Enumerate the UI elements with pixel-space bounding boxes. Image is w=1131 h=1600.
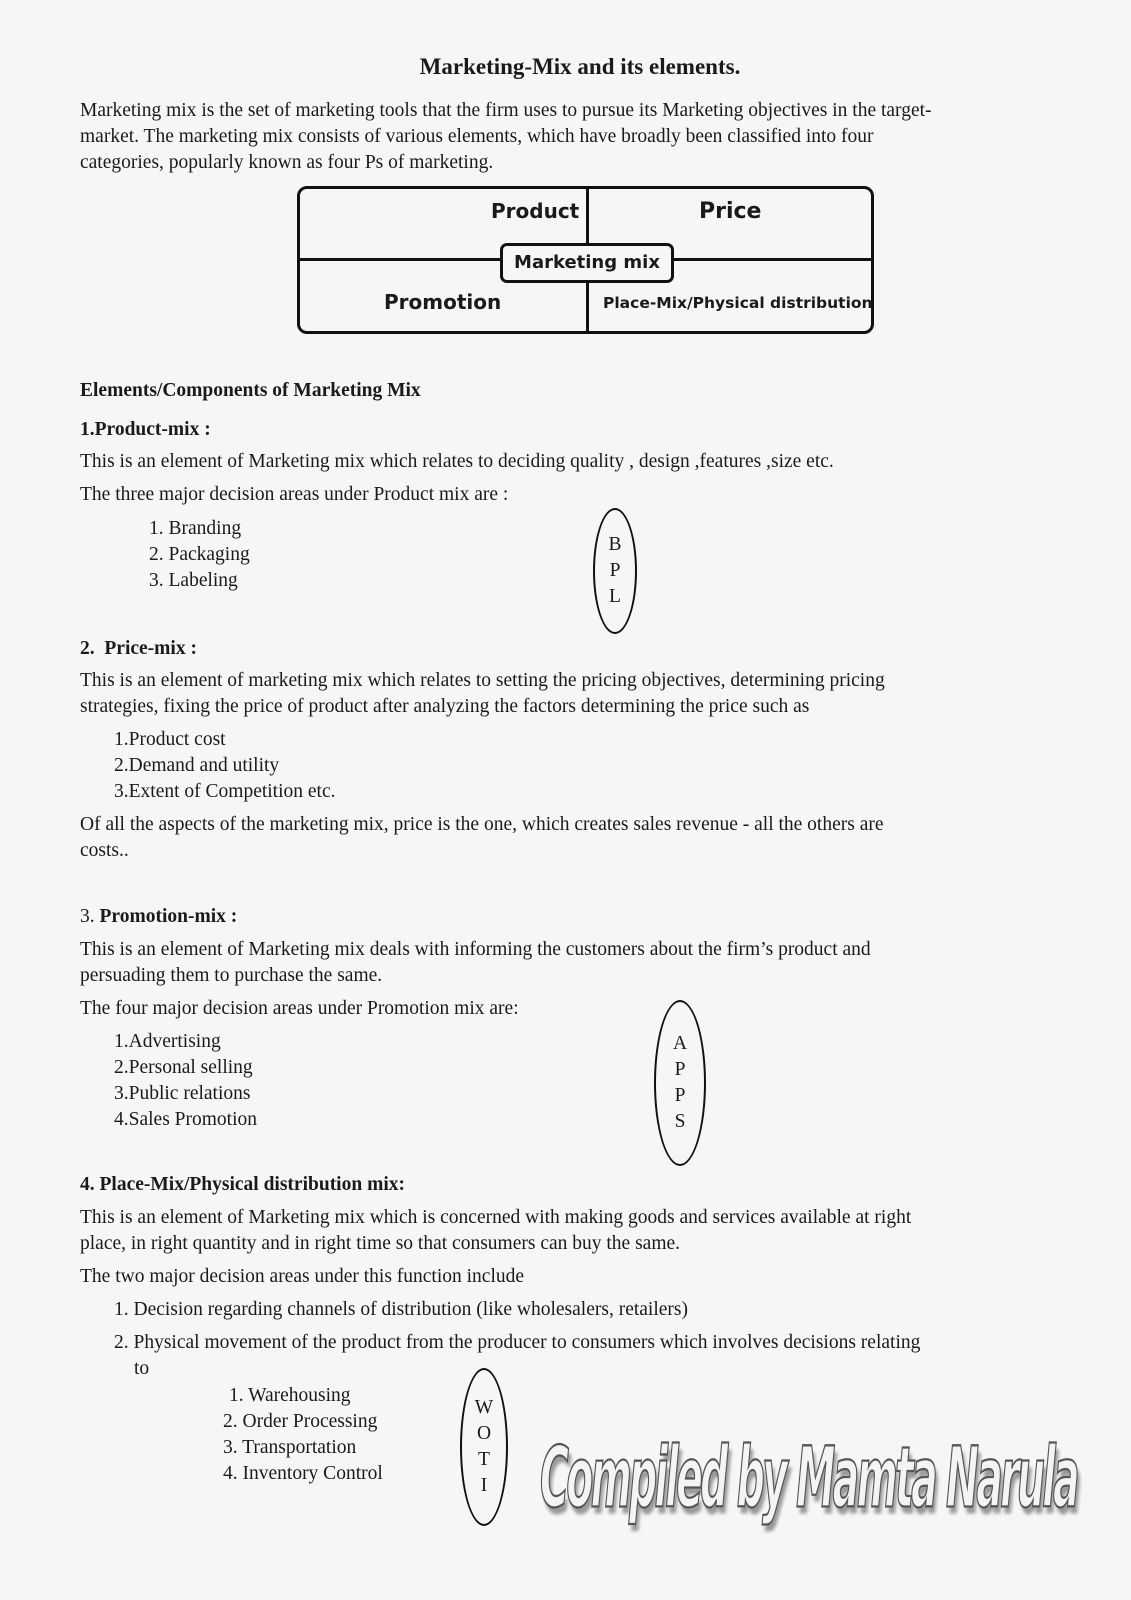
mnemonic-letter: P [674,1059,686,1080]
mnemonic-letter: A [672,1033,688,1054]
place-para-2: place, in right quantity and in right time so that consumers can buy the same. [80,1233,681,1254]
price-closing-2: costs.. [80,840,129,861]
place-item-2: 2. Order Processing [223,1411,378,1432]
product-item-3: 3. Labeling [149,570,238,591]
place-para-1: This is an element of Marketing mix which is concerned with making goods and services available at right [80,1207,912,1228]
price-mix-para-2: strategies, fixing the price of product after analyzing the factors determining the price such as [80,696,810,717]
place-line-2: The two major decision areas under this function include [80,1266,525,1287]
mnemonic-letter: P [609,560,621,581]
promotion-item-4: 4.Sales Promotion [114,1109,258,1130]
promotion-line-2: The four major decision areas under Promotion mix are: [80,998,519,1019]
product-mix-heading: 1.Product-mix : [80,419,211,440]
product-mix-line-1: This is an element of Marketing mix which relates to deciding quality , design ,features ,size etc. [80,451,834,472]
woti-mnemonic-oval [460,1368,508,1526]
price-mix-para-1: This is an element of marketing mix which relates to setting the pricing objectives, determining pricing [80,670,885,691]
diagram-place: Place-Mix/Physical distribution [603,294,873,312]
price-mix-heading [80,636,197,662]
diagram-center-box [500,243,674,283]
promotion-mix-number: 3. [80,906,95,927]
place-decision-1: 1. Decision regarding channels of distribution (like wholesalers, retailers) [114,1299,688,1320]
elements-heading: Elements/Components of Marketing Mix [80,380,421,401]
promotion-item-3: 3.Public relations [114,1083,251,1104]
compiler-watermark: Compiled by Mamta Narula [540,1428,1077,1527]
product-mix-line-2: The three major decision areas under Product mix are : [80,484,509,505]
diagram-product: Product [491,199,580,223]
mnemonic-letter: P [674,1085,686,1106]
place-item-1: 1. Warehousing [229,1385,351,1406]
mnemonic-letter: W [474,1397,494,1418]
mnemonic-letter: O [476,1423,492,1444]
intro-line-2: market. The marketing mix consists of various elements, which have broadly been classified into four [80,126,874,147]
promotion-item-1: 1.Advertising [114,1031,221,1052]
price-item-3: 3.Extent of Competition etc. [114,781,336,802]
price-item-1: 1.Product cost [114,729,226,750]
promotion-mix-heading [80,904,237,930]
mnemonic-letter: L [609,586,621,607]
product-item-2: 2. Packaging [149,544,250,565]
marketing-mix-diagram [297,186,874,334]
mnemonic-letter: T [478,1449,490,1470]
price-mix-number: 2. [80,638,95,659]
product-item-1: 1. Branding [149,518,242,539]
promotion-mix-title: Promotion-mix : [99,906,238,927]
place-decision-2-continued: to [134,1358,150,1379]
place-mix-heading: 4. Place-Mix/Physical distribution mix: [80,1174,405,1195]
mnemonic-letter: S [674,1111,686,1132]
mnemonic-letter: I [480,1475,488,1496]
place-item-3: 3. Transportation [223,1437,357,1458]
place-item-4: 4. Inventory Control [223,1463,383,1484]
diagram-promotion: Promotion [384,290,502,314]
price-mix-title: Price-mix : [104,638,197,659]
promotion-para-2: persuading them to purchase the same. [80,965,383,986]
diagram-center-label: Marketing mix [514,252,660,273]
bpl-mnemonic-oval [593,508,637,634]
price-item-2: 2.Demand and utility [114,755,280,776]
diagram-price: Price [699,199,762,224]
place-decision-2: 2. Physical movement of the product from the producer to consumers which involves decisions relating [114,1332,921,1353]
apps-mnemonic-oval [654,1000,706,1166]
intro-line-1: Marketing mix is the set of marketing tools that the firm uses to pursue its Marketing objectives in the target- [80,100,932,121]
page-title: Marketing-Mix and its elements. [419,54,741,79]
promotion-item-2: 2.Personal selling [114,1057,253,1078]
mnemonic-letter: B [608,534,622,555]
price-closing-1: Of all the aspects of the marketing mix, price is the one, which creates sales revenue - all the others are [80,814,884,835]
promotion-para-1: This is an element of Marketing mix deals with informing the customers about the firm’s product and [80,939,871,960]
intro-line-3: categories, popularly known as four Ps of marketing. [80,152,494,173]
